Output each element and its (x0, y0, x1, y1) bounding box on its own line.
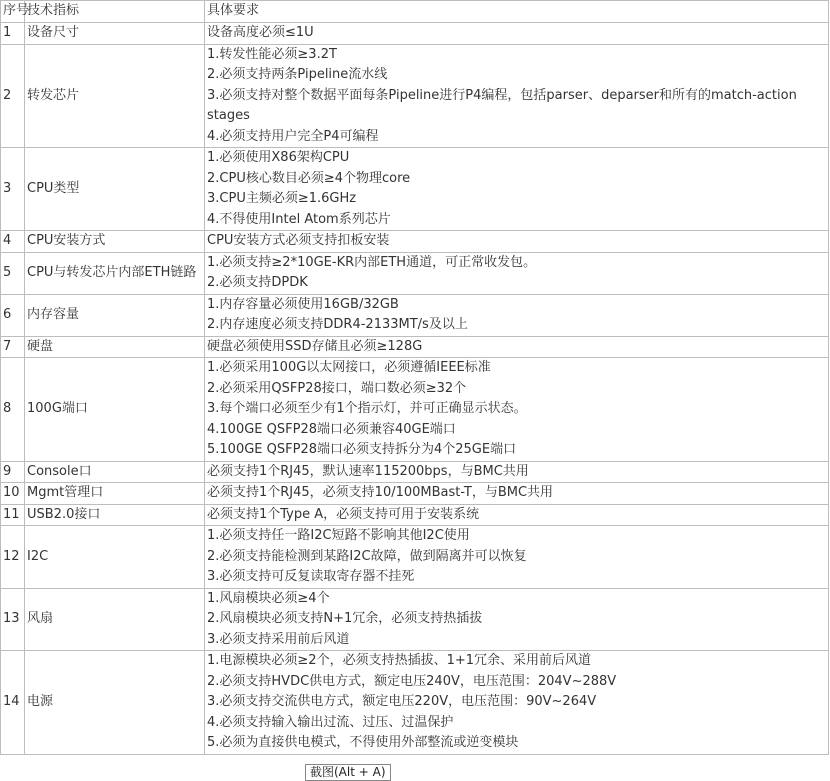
table-row (1, 504, 829, 526)
table-row (1, 148, 829, 231)
requirement-line: 3.CPU主频必须≥1.6GHz (207, 191, 357, 206)
spec-requirement (205, 483, 829, 505)
spec-name: 硬盘 (25, 336, 205, 358)
row-number: 12 (1, 526, 25, 589)
spec-requirement (205, 358, 829, 462)
spec-requirement (205, 294, 829, 336)
header-name: 技术指标 (25, 1, 205, 23)
spec-requirement (205, 588, 829, 651)
requirement-line: 3.必须支持交流供电方式，额定电压220V，电压范围：90V~264V (207, 694, 597, 709)
requirement-line: 1.必须使用X86架构CPU (207, 150, 350, 165)
spec-name: USB2.0接口 (25, 504, 205, 526)
requirement-line: 2.内存速度必须支持DDR4-2133MT/s及以上 (207, 317, 468, 332)
table-row (1, 526, 829, 589)
table-row (1, 358, 829, 462)
requirement-line: 1.转发性能必须≥3.2T (207, 46, 337, 62)
spec-requirement (205, 336, 829, 358)
spec-requirement (205, 526, 829, 589)
row-number: 4 (1, 231, 25, 253)
header-requirement: 具体要求 (205, 1, 829, 23)
spec-requirement (205, 461, 829, 483)
requirement-line: 4.100GE QSFP28端口必须兼容40GE端口 (207, 421, 456, 437)
requirement-line: 1.电源模块必须≥2个，必须支持热插拔、1+1冗余、采用前后风道 (207, 653, 592, 668)
row-number: 13 (1, 588, 25, 651)
row-number: 8 (1, 358, 25, 462)
spec-name: 转发芯片 (25, 44, 205, 148)
table-row (1, 336, 829, 358)
spec-name: 100G端口 (25, 358, 205, 462)
spec-name: CPU安装方式 (25, 231, 205, 253)
table-row (1, 651, 829, 755)
spec-requirement (205, 231, 829, 253)
spec-requirement (205, 148, 829, 231)
spec-name: 电源 (25, 651, 205, 755)
header-num: 序号 (1, 1, 25, 23)
spec-requirement (205, 651, 829, 755)
requirement-line: 设备高度必须≤1U (207, 25, 314, 40)
requirement-line: 5.100GE QSFP28端口必须支持拆分为4个25GE端口 (207, 442, 517, 457)
spec-name: 风扇 (25, 588, 205, 651)
spec-requirement (205, 504, 829, 526)
spec-requirement (205, 44, 829, 148)
requirement-line: 2.CPU核心数目必须≥4个物理core (207, 170, 411, 186)
requirement-line: 2.必须支持DPDK (207, 275, 308, 290)
screenshot-tooltip: 截图(Alt + A) (305, 764, 391, 781)
row-number: 2 (1, 44, 25, 148)
requirement-line: 1.内存容量必须使用16GB/32GB (207, 296, 399, 312)
spec-name: Console口 (25, 461, 205, 483)
spec-name: 设备尺寸 (25, 23, 205, 45)
requirement-line: 2.必须支持两条Pipeline流水线 (207, 67, 388, 82)
requirement-line: 3.必须支持可反复读取寄存器不挂死 (207, 569, 415, 584)
requirement-line: 1.必须采用100G以太网接口，必须遵循IEEE标准 (207, 360, 491, 375)
requirement-line: 2.必须支持能检测到某路I2C故障，做到隔离并可以恢复 (207, 548, 527, 564)
requirement-line: 1.必须支持任一路I2C短路不影响其他I2C使用 (207, 528, 470, 543)
requirement-line: 3.每个端口必须至少有1个指示灯，并可正确显示状态。 (207, 401, 527, 416)
spec-name: CPU与转发芯片内部ETH链路 (25, 252, 205, 294)
header-row (1, 1, 829, 23)
requirement-line: 必须支持1个RJ45，必须支持10/100MBast-T，与BMC共用 (207, 485, 554, 500)
requirement-line: 3.必须支持对整个数据平面每条Pipeline进行P4编程，包括parser、deparser和所有的match-action stages (207, 87, 797, 123)
spec-requirement (205, 252, 829, 294)
spec-name: CPU类型 (25, 148, 205, 231)
row-number: 9 (1, 461, 25, 483)
row-number: 3 (1, 148, 25, 231)
row-number: 5 (1, 252, 25, 294)
requirement-line: 硬盘必须使用SSD存储且必须≥128G (207, 338, 423, 354)
requirement-line: 必须支持1个RJ45，默认速率115200bps，与BMC共用 (207, 463, 529, 479)
requirement-line: 2.必须采用QSFP28接口，端口数必须≥32个 (207, 380, 467, 396)
spec-table-body (1, 23, 829, 755)
spec-name: Mgmt管理口 (25, 483, 205, 505)
row-number: 14 (1, 651, 25, 755)
row-number: 1 (1, 23, 25, 45)
table-row (1, 588, 829, 651)
spec-requirement (205, 23, 829, 45)
requirement-line: 2.必须支持HVDC供电方式，额定电压240V，电压范围：204V~288V (207, 673, 617, 689)
requirement-line: 1.风扇模块必须≥4个 (207, 590, 330, 606)
table-row (1, 461, 829, 483)
row-number: 7 (1, 336, 25, 358)
requirement-line: 3.必须支持采用前后风道 (207, 631, 350, 647)
requirement-line: CPU安装方式必须支持扣板安装 (207, 233, 390, 248)
requirement-line: 4.必须支持用户完全P4可编程 (207, 128, 379, 144)
requirement-line: 1.必须支持≥2*10GE-KR内部ETH通道，可正常收发包。 (207, 254, 537, 270)
table-row (1, 483, 829, 505)
row-number: 6 (1, 294, 25, 336)
requirement-line: 必须支持1个Type A，必须支持可用于安装系统 (207, 506, 480, 522)
requirement-line: 4.不得使用Intel Atom系列芯片 (207, 211, 391, 227)
row-number: 10 (1, 483, 25, 505)
table-row (1, 231, 829, 253)
spec-name: I2C (25, 526, 205, 589)
table-row (1, 23, 829, 45)
row-number: 11 (1, 504, 25, 526)
requirement-line: 4.必须支持输入输出过流、过压、过温保护 (207, 714, 454, 730)
spec-name: 内存容量 (25, 294, 205, 336)
requirement-line: 2.风扇模块必须支持N+1冗余，必须支持热插拔 (207, 611, 483, 626)
table-row (1, 252, 829, 294)
requirement-line: 5.必须为直接供电模式，不得使用外部整流或逆变模块 (207, 735, 519, 750)
table-row (1, 44, 829, 148)
table-row (1, 294, 829, 336)
